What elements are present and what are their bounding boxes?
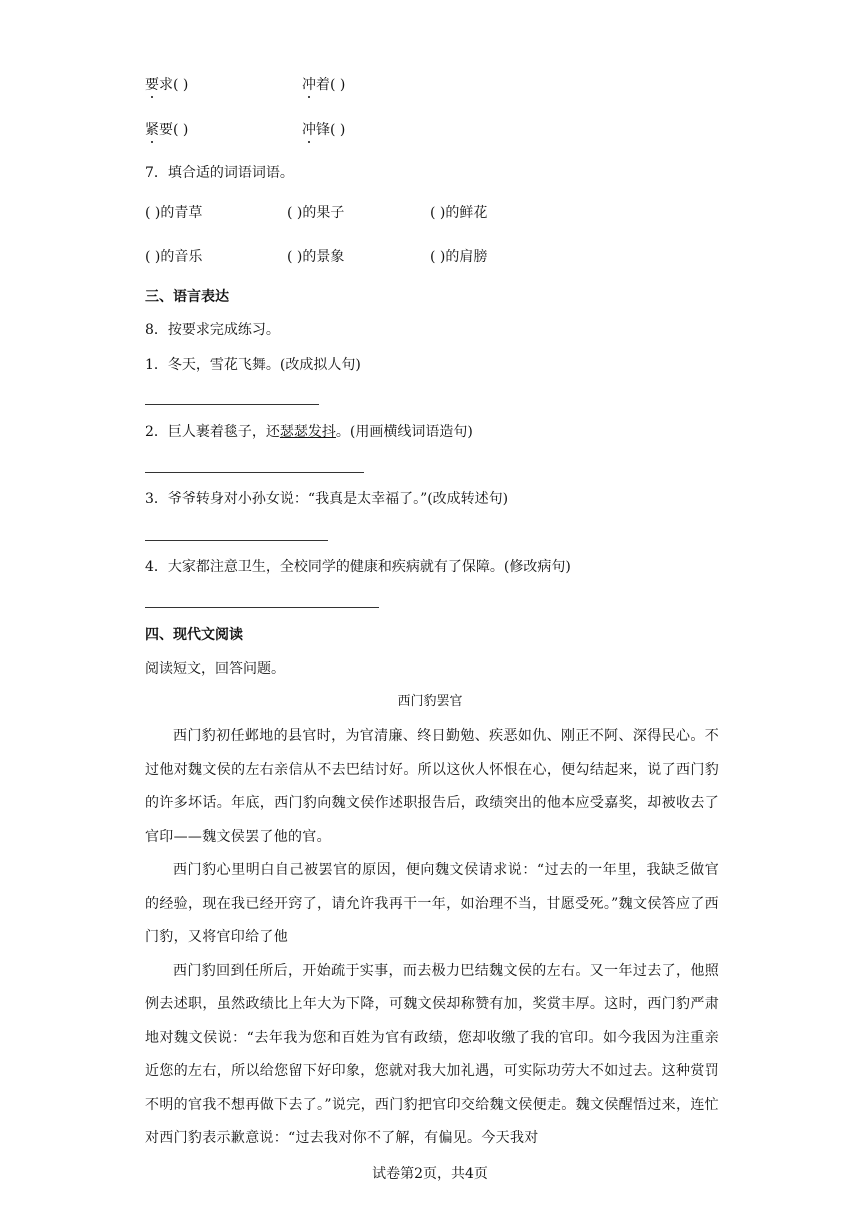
q8-item-2: 2．巨人裹着毯子，还瑟瑟发抖。(用画横线词语造句)	[145, 424, 473, 440]
answer-line-1[interactable]	[145, 404, 319, 405]
answer-line-4[interactable]	[145, 607, 379, 608]
passage-body	[145, 720, 719, 1156]
q7-title: 7．填合适的词语词语。	[145, 165, 294, 181]
q8-item-1: 1．冬天，雪花飞舞。(改成拟人句)	[145, 357, 361, 373]
page-footer: 试卷第2页，共4页	[372, 1166, 488, 1182]
section-4-heading: 四、现代文阅读	[145, 627, 243, 643]
answer-line-3[interactable]	[145, 540, 328, 541]
passage-title: 西门豹罢官	[397, 694, 463, 709]
q6-row2-word2: 冲锋( )	[302, 122, 346, 138]
section-3-heading: 三、语言表达	[145, 289, 229, 305]
q6-row1-word2: 冲着( )	[302, 77, 346, 93]
q8-title: 8．按要求完成练习。	[145, 322, 280, 338]
paragraph-2: 西门豹心里明白自己被罢官的原因，便向魏文侯请求说：“过去的一年里，我缺乏做官的经验，现在我已经开窍了，请允许我再干一年，如治理不当，甘愿受死。”魏文侯答应了西门豹，又将官印给了他	[145, 862, 719, 945]
q8-item-3: 3．爷爷转身对小孙女说：“我真是太幸福了。”(改成转述句)	[145, 491, 509, 507]
q8-item-4: 4．大家都注意卫生，全校同学的健康和疾病就有了保障。(修改病句)	[145, 559, 571, 575]
q6-row2-word1: 紧要( )	[145, 122, 189, 138]
q7-row2-item: ( )的音乐	[145, 249, 203, 265]
q7-row1-item: ( )的青草	[145, 205, 203, 221]
q7-row2-item: ( )的肩膀	[430, 249, 488, 265]
q7-row1-item: ( )的果子	[287, 205, 345, 221]
answer-line-2[interactable]	[145, 472, 364, 473]
reading-intro: 阅读短文，回答问题。	[145, 661, 285, 677]
q7-row1-item: ( )的鲜花	[430, 205, 488, 221]
q6-row1-word1: 要求( )	[145, 77, 189, 93]
q7-row2-item: ( )的景象	[287, 249, 345, 265]
paragraph-1: 西门豹初任邺地的县官时，为官清廉、终日勤勉、疾恶如仇、刚正不阿、深得民心。不过他对魏文侯的左右亲信从不去巴结讨好。所以这伙人怀恨在心，便勾结起来，说了西门豹的许多坏话。年底，西门豹向魏文侯作述职报告后，政绩突出的他本应受嘉奖，却被收去了官印——魏文侯罢了他的官。	[145, 728, 719, 845]
paragraph-3: 西门豹回到任所后，开始疏于实事，而去极力巴结魏文侯的左右。又一年过去了，他照例去述职，虽然政绩比上年大为下降，可魏文侯却称赞有加，奖赏丰厚。这时，西门豹严肃地对魏文侯说：“去年我为您和百姓为官有政绩，您却收缴了我的官印。如今我因为注重亲近您的左右，所以给您留下好印象，您就对我大加礼遇，可实际功劳大不如过去。这种赏罚不明的官我不想再做下去了。”说完，西门豹把官印交给魏文侯便走。魏文侯醒悟过来，连忙对西门豹表示歉意说：“过去我对你不了解，有偏见。今天我对	[145, 962, 719, 1146]
underlined-word: 瑟瑟发抖	[279, 424, 336, 440]
